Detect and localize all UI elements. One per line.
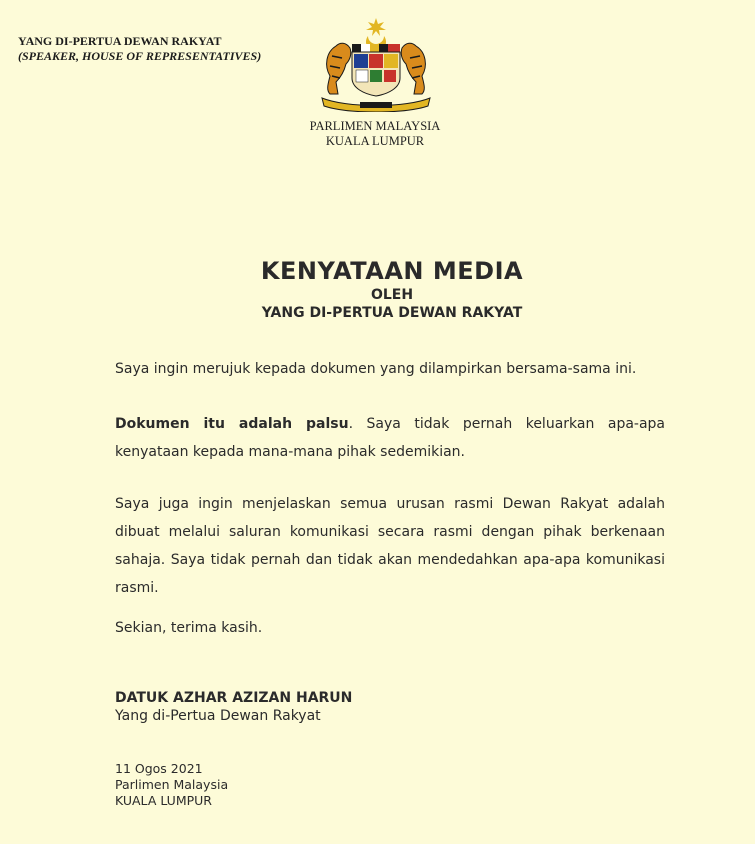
paragraph-2-emphasis: Dokumen itu adalah palsu (115, 416, 349, 432)
signatory-title: Yang di-Pertua Dewan Rakyat (115, 708, 321, 724)
office-title-english: (SPEAKER, HOUSE OF REPRESENTATIVES) (18, 49, 262, 63)
malaysia-coat-of-arms-icon (316, 16, 436, 112)
paragraph-3: Saya juga ingin menjelaskan semua urusan rasmi Dewan Rakyat adalah dibuat melalui saluran komunikasi secara rasmi dengan pihak berkenaan sahaja. Saya tidak pernah dan tidak akan mendedahkan apa-apa komunikasi rasmi. (115, 496, 665, 596)
parliament-city: KUALA LUMPUR (325, 134, 425, 148)
statement-title-block (0, 256, 755, 322)
parliament-name: PARLIMEN MALAYSIA (309, 119, 441, 133)
date-place-block (115, 761, 228, 809)
signature-block (115, 689, 352, 725)
statement-date: 11 Ogos 2021 (115, 761, 203, 776)
statement-place: Parlimen Malaysia (115, 777, 229, 792)
statement-issuer: YANG DI-PERTUA DEWAN RAKYAT (261, 305, 523, 321)
paragraph-1: Saya ingin merujuk kepada dokumen yang dilampirkan bersama-sama ini. (115, 361, 637, 377)
parliament-address (240, 119, 510, 149)
signatory-name: DATUK AZHAR AZIZAN HARUN (115, 690, 353, 706)
paragraph-2 (115, 410, 665, 466)
office-title: YANG DI-PERTUA DEWAN RAKYAT (18, 34, 222, 48)
speaker-office-header (18, 34, 261, 64)
statement-title: KENYATAAN MEDIA (260, 257, 524, 285)
statement-by: OLEH (370, 287, 414, 303)
closing-line: Sekian, terima kasih. (115, 620, 263, 636)
paragraph-2-text: . Saya tidak pernah keluarkan apa-apa kenyataan kepada mana-mana pihak sedemikian. (115, 416, 666, 460)
statement-city: KUALA LUMPUR (115, 793, 212, 808)
